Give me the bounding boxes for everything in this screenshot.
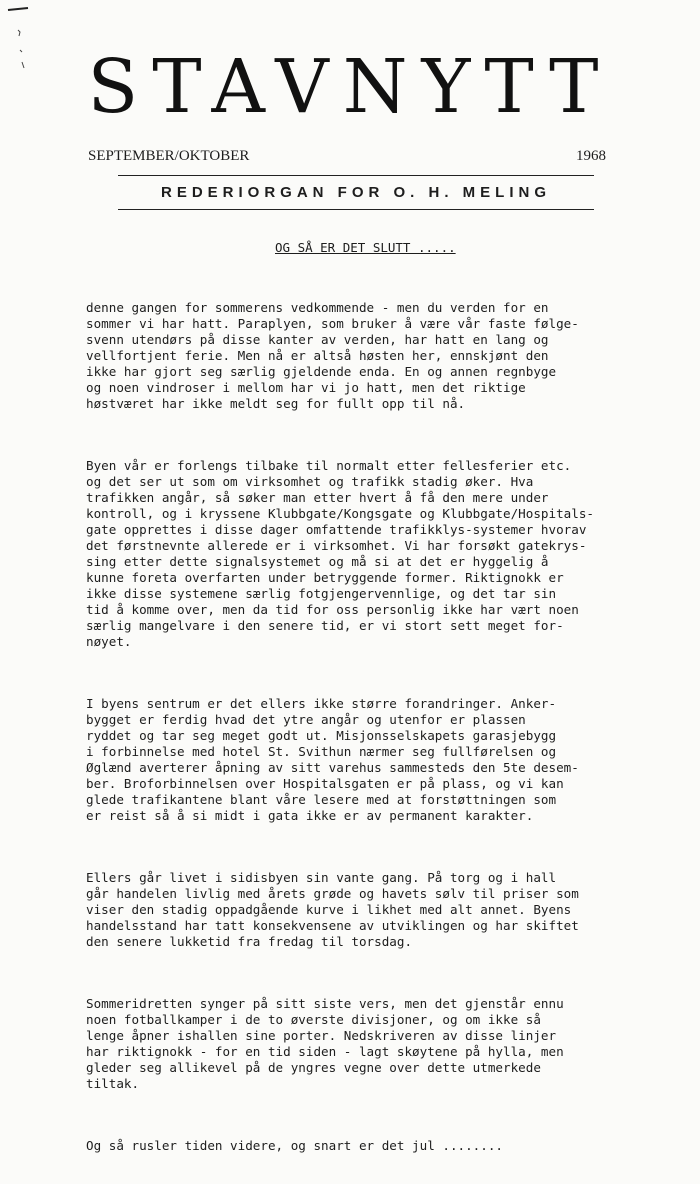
article-paragraph: Sommeridretten synger på sitt siste vers, men det gjenstår ennu noen fotballkamper i de to øverste divisjoner, og om ikke så lenge åpner ishallen sine porter. Nedskriveren av disse linjer har riktignokk - for en tid siden - lagt skøytene på hylla, men gleder seg allikevel på de yngres vegne over dette utmerkede tiltak. (86, 996, 564, 1091)
article-paragraph: Ellers går livet i sidisbyen sin vante gang. På torg og i hall går handelen livlig med årets grøde og havets sølv til priser som viser den stadig oppadgående kurve i likhet med alt annet. Byens handelsstand har tatt konsekvensene av utviklingen og har skiftet den senere lukketid fra fredag til torsdag. (86, 870, 579, 949)
article-heading: OG SÅ ER DET SLUTT ..... (275, 240, 456, 255)
bottom-rule (118, 209, 594, 210)
article-paragraph: I byens sentrum er det ellers ikke større forandringer. Anker- bygget er ferdig hvad det ytre angår og utenfor er plassen ryddet og tar seg meget godt ut. Misjonsselskapets garasjebygg i forbinnelse med hotel St. Svithun nærmer seg fullførelsen og Øglænd averterer åpning av sitt varehus sammesteds den 5te desem- ber. Broforbinnelsen over Hospitalsgaten er på plass, og vi kan glede trafikantene blant våre lesere med at forstøttningen som er reist så å si midt i gata ikke er av permanent karakter. (86, 696, 579, 823)
article-paragraph: Og så rusler tiden videre, og snart er det jul ........ (86, 1138, 504, 1153)
newsletter-masthead: STAVNYTT (87, 44, 613, 130)
article-paragraph: denne gangen for sommerens vedkommende - men du verden for en sommer vi har hatt. Paraplyen, som bruker å være vår faste følge- svenn utendørs på disse kanter av verden, har hatt en lang og vellfortjent ferie. Men nå er altså høsten her, ennskjønt den ikke har gjort seg særlig gjeldende enda. En og annen regnbyge og noen vindroser i mellom har vi jo hatt, men det riktige høstværet har ikke meldt seg for fullt opp til nå. (86, 300, 579, 411)
issue-year: 1968 (576, 148, 606, 164)
top-rule (118, 175, 594, 176)
issue-months: SEPTEMBER/OKTOBER (88, 148, 250, 164)
publication-subtitle: REDERIORGAN FOR O. H. MELING (160, 184, 551, 201)
article-body (86, 268, 666, 1184)
article-paragraph: Byen vår er forlengs tilbake til normalt etter fellesferier etc. og det ser ut som om virksomhet og trafikk stadig øker. Hva trafikken angår, så søker man etter hvert å få den mere under kontroll, og i kryssene Klubbgate/Kongsgate og Klubbgate/Hospitals- gate opprettes i disse dager omfattende trafikklys-systemer hvorav det førstnevnte allerede er i virksomhet. Vi har forsøkt gatekrys- sing etter dette signalsystemet og må si at det er hyggelig å kunne foreta overfarten under betryggende former. Riktignokk er ikke disse systemene særlig fotgjengervennlige, og det tar sin tid å komme over, men da tid for oss personlig ikke har vært noen særlig mangelvare i den senere tid, er vi stort sett meget for- nøyet. (86, 458, 594, 649)
